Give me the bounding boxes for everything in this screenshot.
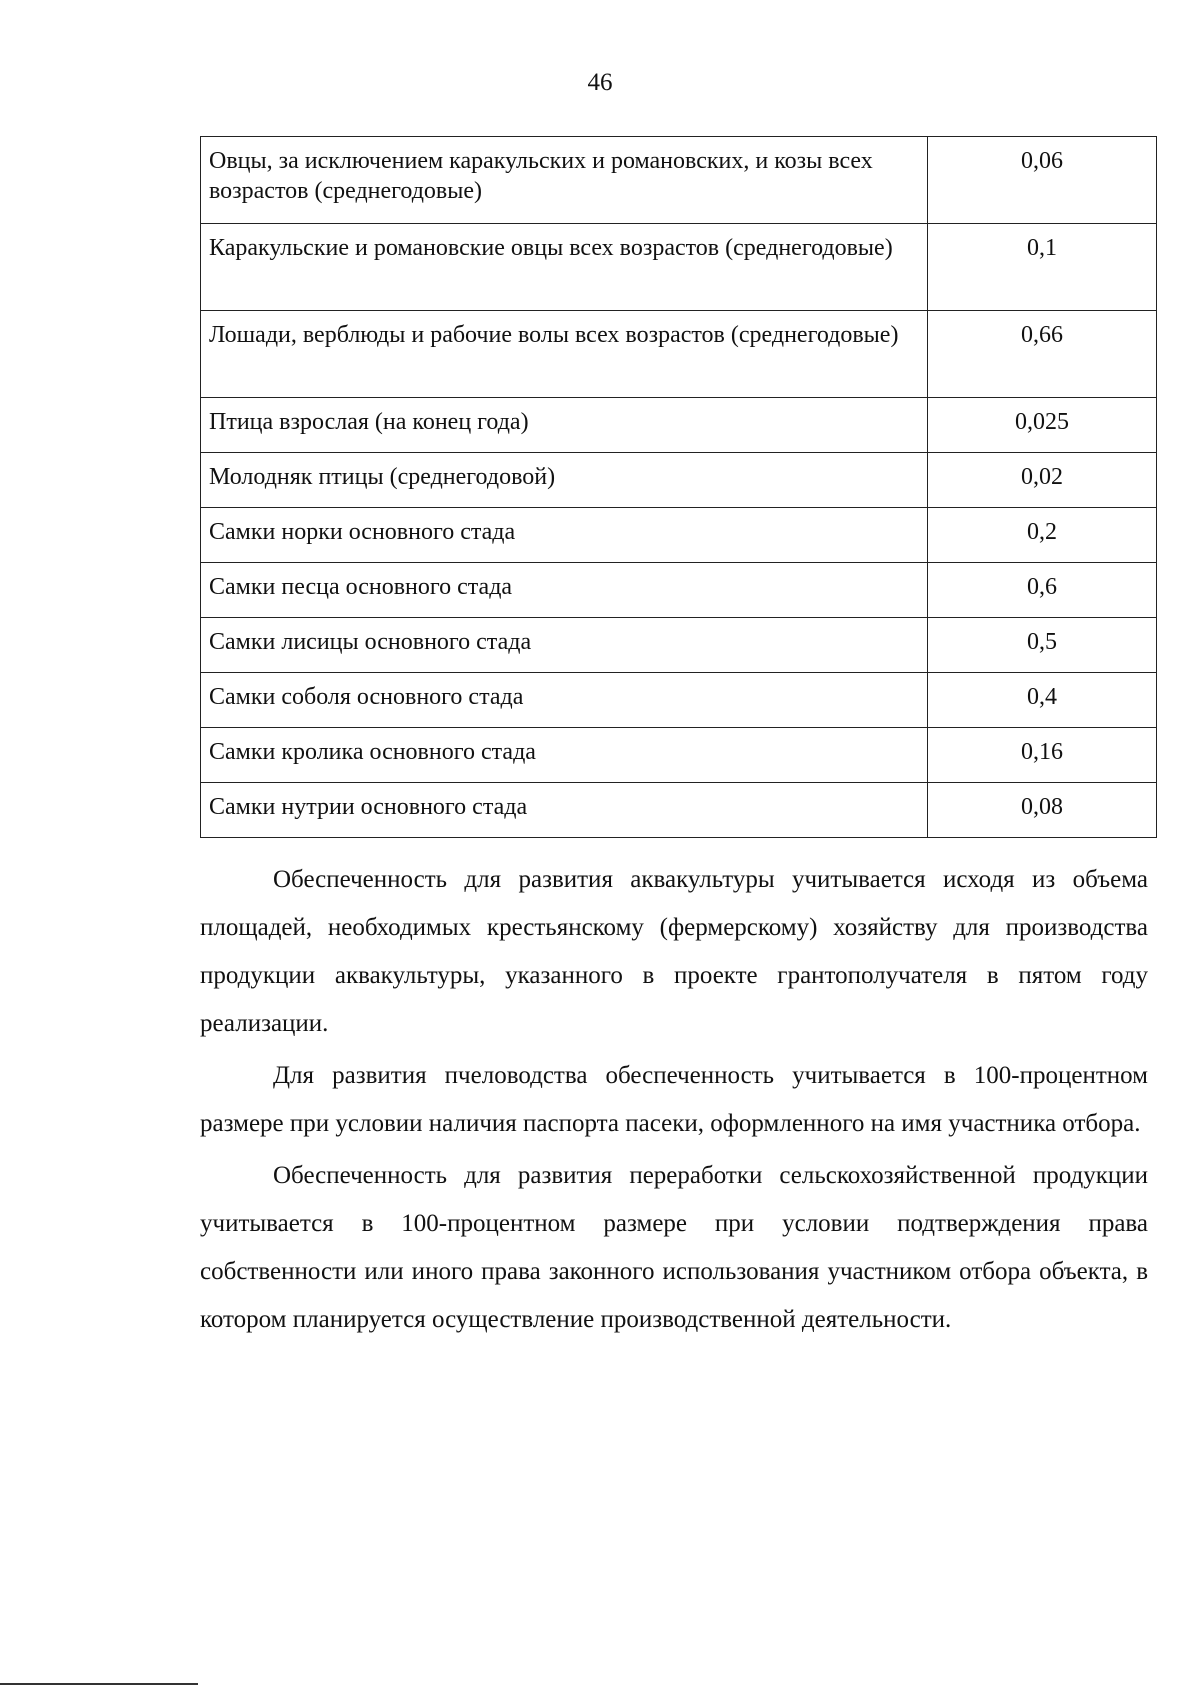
table-row <box>201 453 1157 508</box>
row-label: Каракульские и романовские овцы всех возрастов (среднегодовые) <box>201 224 928 311</box>
row-label: Самки соболя основного стада <box>201 673 928 728</box>
row-value: 0,5 <box>928 618 1157 673</box>
table-row <box>201 224 1157 311</box>
norms-table <box>200 136 1157 838</box>
table-row <box>201 563 1157 618</box>
paragraph-aquaculture: Обеспеченность для развития аквакультуры учитывается исходя из объема площадей, необходимых крестьянскому (фермерскому) хозяйству для производства продукции аквакультуры, указанного в проекте грантополучателя в пятом году реализации. <box>200 866 1148 1037</box>
table-row <box>201 728 1157 783</box>
row-label: Самки кролика основного стада <box>201 728 928 783</box>
table-row <box>201 508 1157 563</box>
row-value: 0,66 <box>928 311 1157 398</box>
row-label: Самки норки основного стада <box>201 508 928 563</box>
row-value: 0,2 <box>928 508 1157 563</box>
table-row <box>201 783 1157 838</box>
row-value: 0,1 <box>928 224 1157 311</box>
row-label: Лошади, верблюды и рабочие волы всех возрастов (среднегодовые) <box>201 311 928 398</box>
row-label: Самки лисицы основного стада <box>201 618 928 673</box>
footer-rule <box>0 1683 198 1685</box>
row-label: Овцы, за исключением каракульских и романовских, и козы всех возрастов (среднегодовые) <box>201 137 928 224</box>
row-value: 0,4 <box>928 673 1157 728</box>
row-value: 0,02 <box>928 453 1157 508</box>
row-value: 0,06 <box>928 137 1157 224</box>
table-row <box>201 311 1157 398</box>
row-value: 0,08 <box>928 783 1157 838</box>
table-row <box>201 673 1157 728</box>
row-label: Самки песца основного стада <box>201 563 928 618</box>
page-number: 46 <box>587 69 613 96</box>
row-label: Самки нутрии основного стада <box>201 783 928 838</box>
table-row <box>201 137 1157 224</box>
row-label: Птица взрослая (на конец года) <box>201 398 928 453</box>
row-value: 0,025 <box>928 398 1157 453</box>
paragraph-processing: Обеспеченность для развития переработки сельскохозяйственной продукции учитывается в 100-процентном размере при условии подтверждения права собственности или иного права законного использования участником отбора объекта, в котором планируется осуществление производственной деятельности. <box>200 1162 1148 1333</box>
body-text <box>200 856 1148 1348</box>
row-value: 0,6 <box>928 563 1157 618</box>
row-label: Молодняк птицы (среднегодовой) <box>201 453 928 508</box>
paragraph-beekeeping: Для развития пчеловодства обеспеченность учитывается в 100-процентном размере при условии наличия паспорта пасеки, оформленного на имя участника отбора. <box>200 1062 1148 1137</box>
table-row <box>201 398 1157 453</box>
row-value: 0,16 <box>928 728 1157 783</box>
table-row <box>201 618 1157 673</box>
